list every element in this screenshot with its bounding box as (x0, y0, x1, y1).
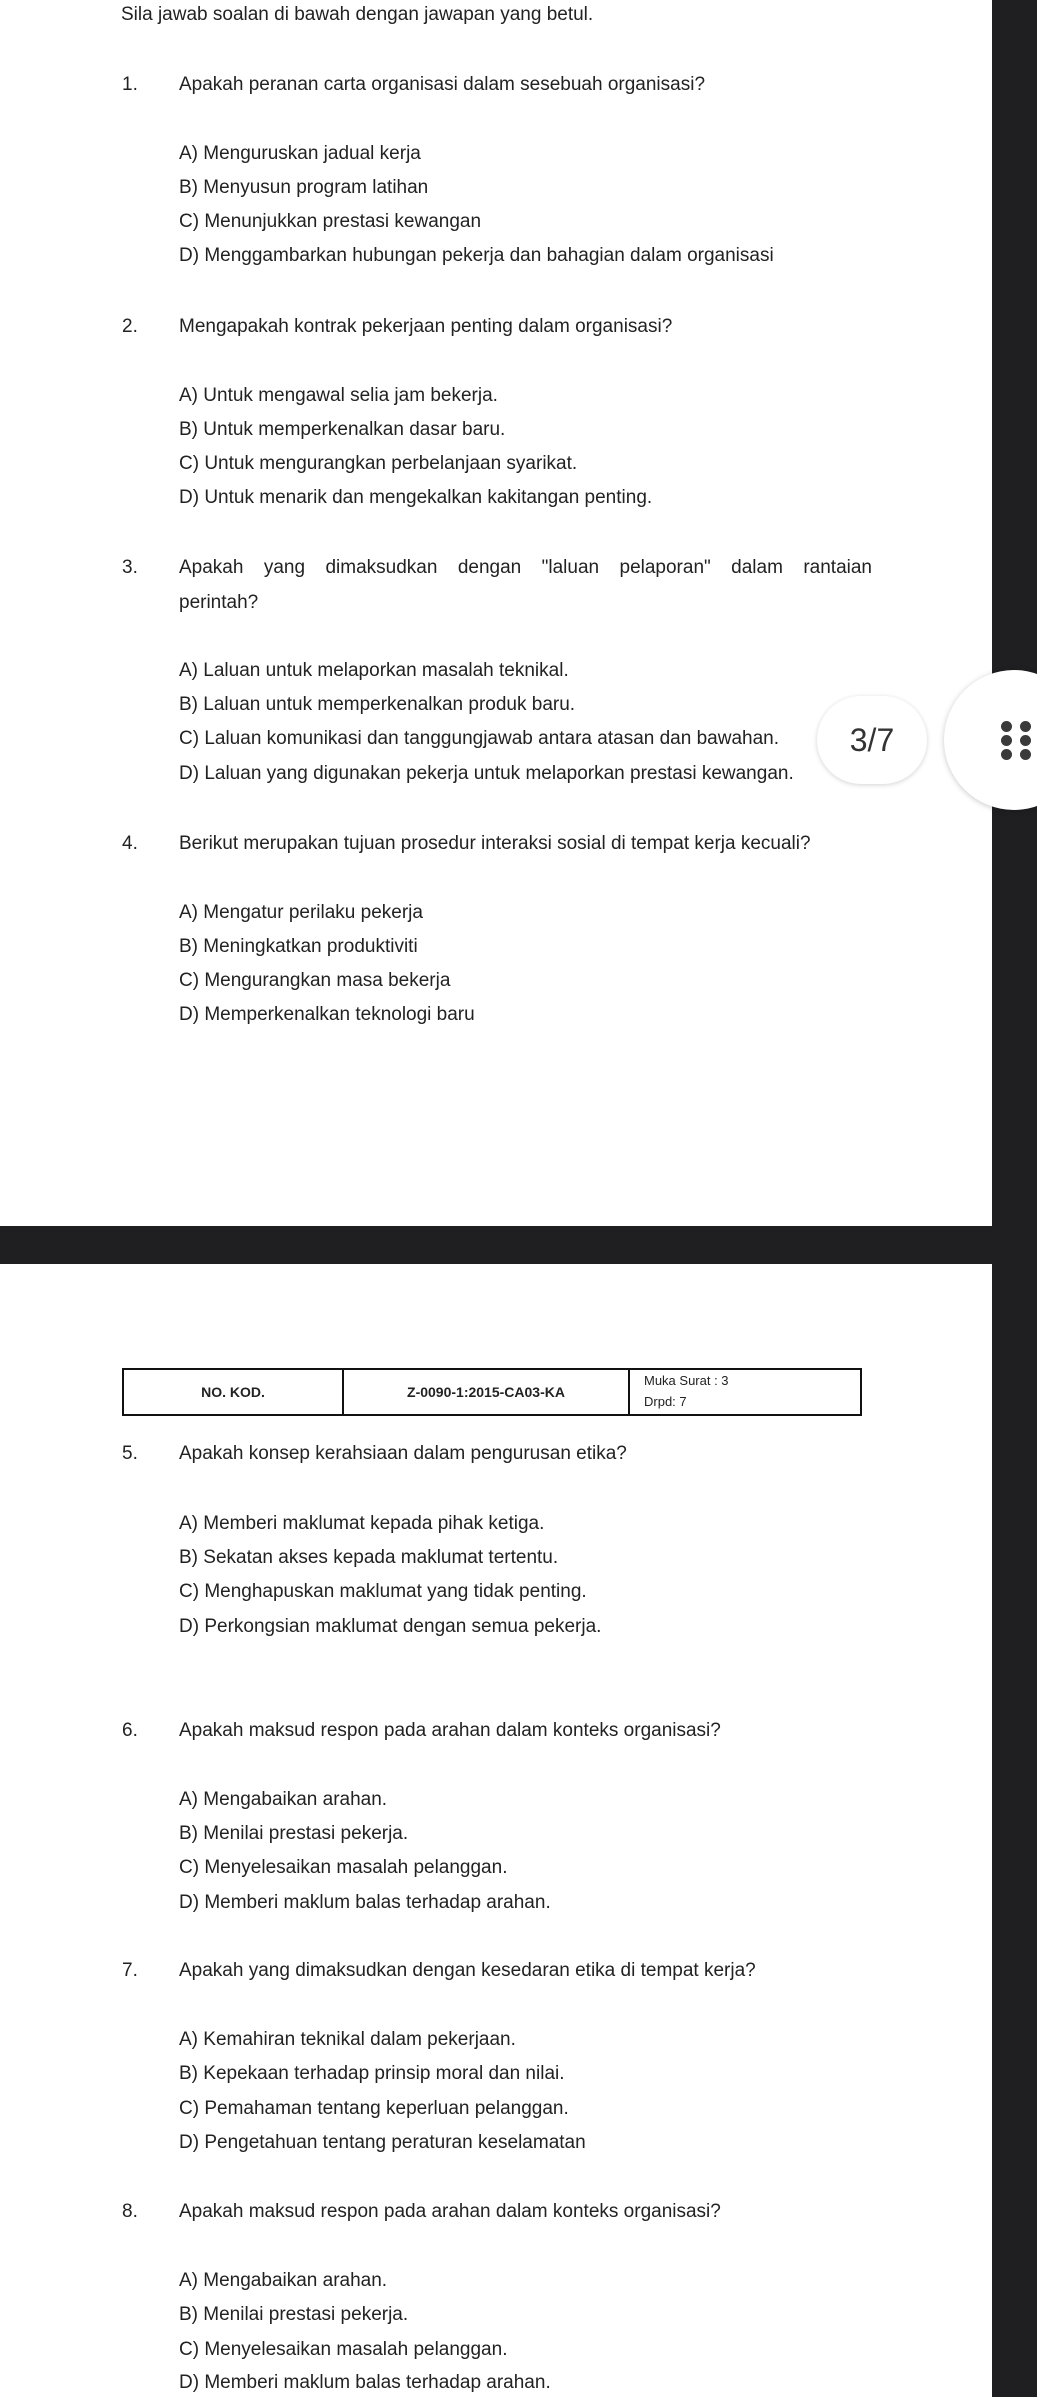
question-7-number: 7. (122, 1960, 138, 1981)
question-3-text-line-2: perintah? (179, 592, 259, 613)
page-info-cell (629, 1369, 861, 1415)
question-5-option-d: D) Perkongsian maklumat dengan semua pekerja. (179, 1616, 602, 1637)
document-page-1 (0, 0, 992, 1226)
question-3-option-a: A) Laluan untuk melaporkan masalah teknikal. (179, 660, 569, 681)
question-8-text: Apakah maksud respon pada arahan dalam konteks organisasi? (179, 2201, 721, 2222)
document-code-header (122, 1368, 862, 1416)
question-2-option-d: D) Untuk menarik dan mengekalkan kakitangan penting. (179, 487, 653, 508)
question-1-number: 1. (122, 74, 138, 95)
question-2-option-a: A) Untuk mengawal selia jam bekerja. (179, 385, 498, 406)
question-3-option-d: D) Laluan yang digunakan pekerja untuk melaporkan prestasi kewangan. (179, 763, 794, 784)
question-7-option-a: A) Kemahiran teknikal dalam pekerjaan. (179, 2029, 516, 2050)
question-5-number: 5. (122, 1443, 138, 1464)
question-8-option-a: A) Mengabaikan arahan. (179, 2270, 388, 2291)
question-3-option-b: B) Laluan untuk memperkenalkan produk baru. (179, 694, 576, 715)
question-3-number: 3. (122, 557, 138, 578)
page-indicator: 3/7 (817, 696, 927, 784)
question-4-option-b: B) Meningkatkan produktiviti (179, 936, 418, 957)
question-2-option-b: B) Untuk memperkenalkan dasar baru. (179, 419, 506, 440)
question-1-option-a: A) Menguruskan jadual kerja (179, 143, 421, 164)
question-1-text: Apakah peranan carta organisasi dalam sesebuah organisasi? (179, 74, 706, 95)
question-4-option-d: D) Memperkenalkan teknologi baru (179, 1004, 475, 1025)
document-code: Z-0090-1:2015-CA03-KA (343, 1369, 629, 1415)
question-7-option-b: B) Kepekaan terhadap prinsip moral dan nilai. (179, 2063, 565, 2084)
question-2-text: Mengapakah kontrak pekerjaan penting dalam organisasi? (179, 316, 673, 337)
question-6-option-c: C) Menyelesaikan masalah pelanggan. (179, 1857, 508, 1878)
question-8-number: 8. (122, 2201, 138, 2222)
document-page-2 (0, 1264, 992, 2397)
question-8-option-c: C) Menyelesaikan masalah pelanggan. (179, 2339, 508, 2360)
question-1-option-b: B) Menyusun program latihan (179, 177, 429, 198)
question-5-text: Apakah konsep kerahsiaan dalam pengurusan etika? (179, 1443, 627, 1464)
question-6-option-d: D) Memberi maklum balas terhadap arahan. (179, 1892, 551, 1913)
question-5-option-b: B) Sekatan akses kepada maklumat tertentu. (179, 1547, 559, 1568)
question-6-text: Apakah maksud respon pada arahan dalam konteks organisasi? (179, 1720, 721, 1741)
question-3-option-c: C) Laluan komunikasi dan tanggungjawab antara atasan dan bawahan. (179, 728, 779, 749)
question-7-option-d: D) Pengetahuan tentang peraturan keselamatan (179, 2132, 586, 2153)
question-4-number: 4. (122, 833, 138, 854)
no-kod-label: NO. KOD. (123, 1369, 343, 1415)
question-8-option-d: D) Memberi maklum balas terhadap arahan. (179, 2372, 551, 2393)
question-1-option-d: D) Menggambarkan hubungan pekerja dan bahagian dalam organisasi (179, 245, 774, 266)
muka-surat-label: Muka Surat : 3 (644, 1373, 729, 1388)
question-6-option-b: B) Menilai prestasi pekerja. (179, 1823, 409, 1844)
question-4-option-c: C) Mengurangkan masa bekerja (179, 970, 451, 991)
question-6-option-a: A) Mengabaikan arahan. (179, 1789, 388, 1810)
question-1-option-c: C) Menunjukkan prestasi kewangan (179, 211, 482, 232)
question-5-option-a: A) Memberi maklumat kepada pihak ketiga. (179, 1513, 545, 1534)
question-4-text: Berikut merupakan tujuan prosedur interaksi sosial di tempat kerja kecuali? (179, 833, 811, 854)
question-6-number: 6. (122, 1720, 138, 1741)
question-8-option-b: B) Menilai prestasi pekerja. (179, 2304, 409, 2325)
question-7-option-c: C) Pemahaman tentang keperluan pelanggan. (179, 2098, 569, 2119)
drpd-label: Drpd: 7 (644, 1394, 687, 1409)
instruction-text: Sila jawab soalan di bawah dengan jawapan yang betul. (121, 4, 594, 25)
question-4-option-a: A) Mengatur perilaku pekerja (179, 902, 423, 923)
question-3-text-line-1: Apakah yang dimaksudkan dengan "laluan pelaporan" dalam rantaian (179, 557, 872, 578)
question-7-text: Apakah yang dimaksudkan dengan kesedaran etika di tempat kerja? (179, 1960, 756, 1981)
question-5-option-c: C) Menghapuskan maklumat yang tidak penting. (179, 1581, 587, 1602)
question-2-number: 2. (122, 316, 138, 337)
question-2-option-c: C) Untuk mengurangkan perbelanjaan syarikat. (179, 453, 578, 474)
